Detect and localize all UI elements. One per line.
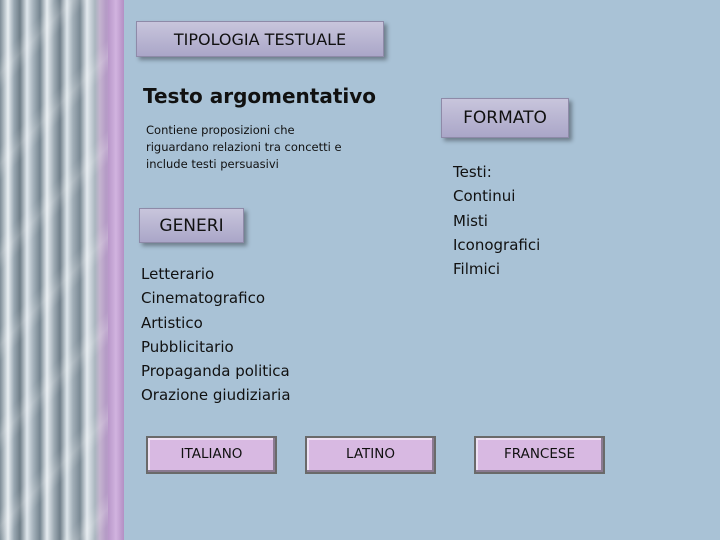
genre-item: Pubblicitario bbox=[141, 337, 234, 356]
description-line: include testi persuasivi bbox=[146, 157, 279, 171]
format-item: Filmici bbox=[453, 260, 501, 279]
genre-item: Orazione giudiziaria bbox=[141, 386, 291, 405]
title-label-box bbox=[136, 21, 384, 57]
francese-button-label: FRANCESE bbox=[504, 446, 575, 462]
format-label-box bbox=[441, 98, 569, 138]
genre-item: Cinematografico bbox=[141, 289, 265, 308]
description-line: Contiene proposizioni che bbox=[146, 123, 295, 137]
genre-item: Propaganda politica bbox=[141, 362, 290, 381]
genres-label-box bbox=[139, 208, 244, 243]
section-heading: Testo argomentativo bbox=[143, 84, 377, 108]
genre-item: Letterario bbox=[141, 265, 215, 283]
description-line: riguardano relazioni tra concetti e bbox=[146, 140, 342, 154]
format-item: Continui bbox=[453, 187, 516, 206]
description-text bbox=[146, 122, 396, 173]
latino-button[interactable] bbox=[305, 436, 436, 474]
genres-label: GENERI bbox=[159, 215, 224, 236]
italiano-button[interactable] bbox=[146, 436, 277, 474]
genre-list bbox=[141, 262, 291, 408]
decorative-side-stripes bbox=[0, 0, 124, 540]
format-item: Misti bbox=[453, 211, 488, 230]
italiano-button-label: ITALIANO bbox=[180, 446, 243, 462]
francese-button[interactable] bbox=[474, 436, 605, 474]
format-item: Iconografici bbox=[453, 235, 541, 254]
decorative-purple-bar bbox=[108, 0, 124, 540]
format-item: Testi: bbox=[453, 163, 492, 181]
format-label: FORMATO bbox=[463, 108, 547, 128]
page-title: TIPOLOGIA TESTUALE bbox=[173, 29, 347, 49]
genre-item: Artistico bbox=[141, 313, 203, 332]
format-list bbox=[453, 160, 540, 281]
latino-button-label: LATINO bbox=[346, 446, 395, 462]
